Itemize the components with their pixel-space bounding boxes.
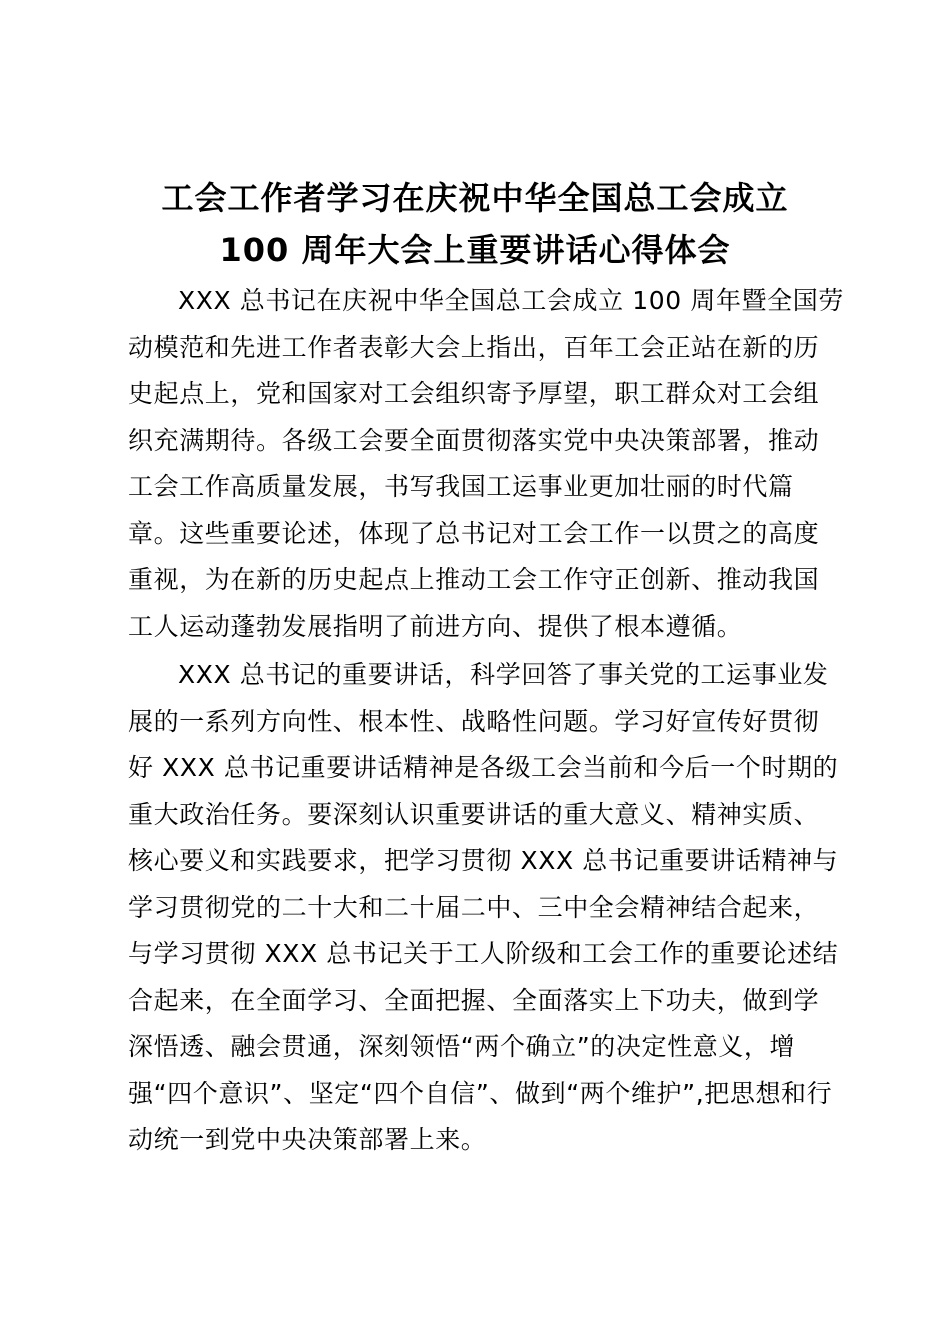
paragraph-line: 工会工作高质量发展，书写我国工运事业更加壮丽的时代篇: [128, 472, 794, 501]
paragraph-line: 展的一系列方向性、根本性、战略性问题。学习好宣传好贯彻: [128, 706, 820, 736]
paragraph-line: 章。这些重要论述，体现了总书记对工会工作一以贯之的高度: [128, 518, 820, 548]
title-line-2: 100 周年大会上重要讲话心得体会: [219, 231, 731, 269]
paragraph-1: [128, 278, 844, 650]
paragraph-line: 学习贯彻党的二十大和二十届二中、三中全会精神结合起来，: [128, 892, 820, 922]
paragraph-line: 强“四个意识”、坚定“四个自信”、做到“两个维护”,把思想和行: [128, 1078, 833, 1108]
title-line-1: 工会工作者学习在庆祝中华全国总工会成立: [161, 179, 789, 217]
paragraph-line: 织充满期待。各级工会要全面贯彻落实党中央决策部署，推动: [128, 425, 820, 455]
paragraph-line: 重视，为在新的历史起点上推动工会工作守正创新、推动我国: [128, 565, 820, 594]
paragraph-line: XXX 总书记在庆祝中华全国总工会成立 100 周年暨全国劳: [178, 286, 844, 315]
paragraph-line: 好 XXX 总书记重要讲话精神是各级工会当前和今后一个时期的: [128, 753, 839, 782]
paragraph-line: 工人运动蓬勃发展指明了前进方向、提供了根本遵循。: [128, 611, 743, 641]
document-title: [120, 172, 830, 276]
paragraph-line: 核心要义和实践要求，把学习贯彻 XXX 总书记重要讲话精神与: [128, 846, 839, 875]
paragraph-line: 合起来，在全面学习、全面把握、全面落实上下功夫，做到学: [128, 985, 820, 1015]
paragraph-2: [128, 652, 839, 1164]
paragraph-line: XXX 总书记的重要讲话，科学回答了事关党的工运事业发: [178, 660, 829, 689]
document-body: [128, 278, 844, 1166]
paragraph-line: 动统一到党中央决策部署上来。: [128, 1125, 487, 1154]
paragraph-line: 深悟透、融会贯通，深刻领悟“两个确立”的决定性意义，增: [128, 1032, 796, 1061]
paragraph-line: 重大政治任务。要深刻认识重要讲话的重大意义、精神实质、: [128, 799, 820, 829]
paragraph-line: 动模范和先进工作者表彰大会上指出，百年工会正站在新的历: [128, 332, 820, 362]
paragraph-line: 与学习贯彻 XXX 总书记关于工人阶级和工会工作的重要论述结: [128, 939, 839, 968]
paragraph-line: 史起点上，党和国家对工会组织寄予厚望，职工群众对工会组: [128, 379, 820, 408]
